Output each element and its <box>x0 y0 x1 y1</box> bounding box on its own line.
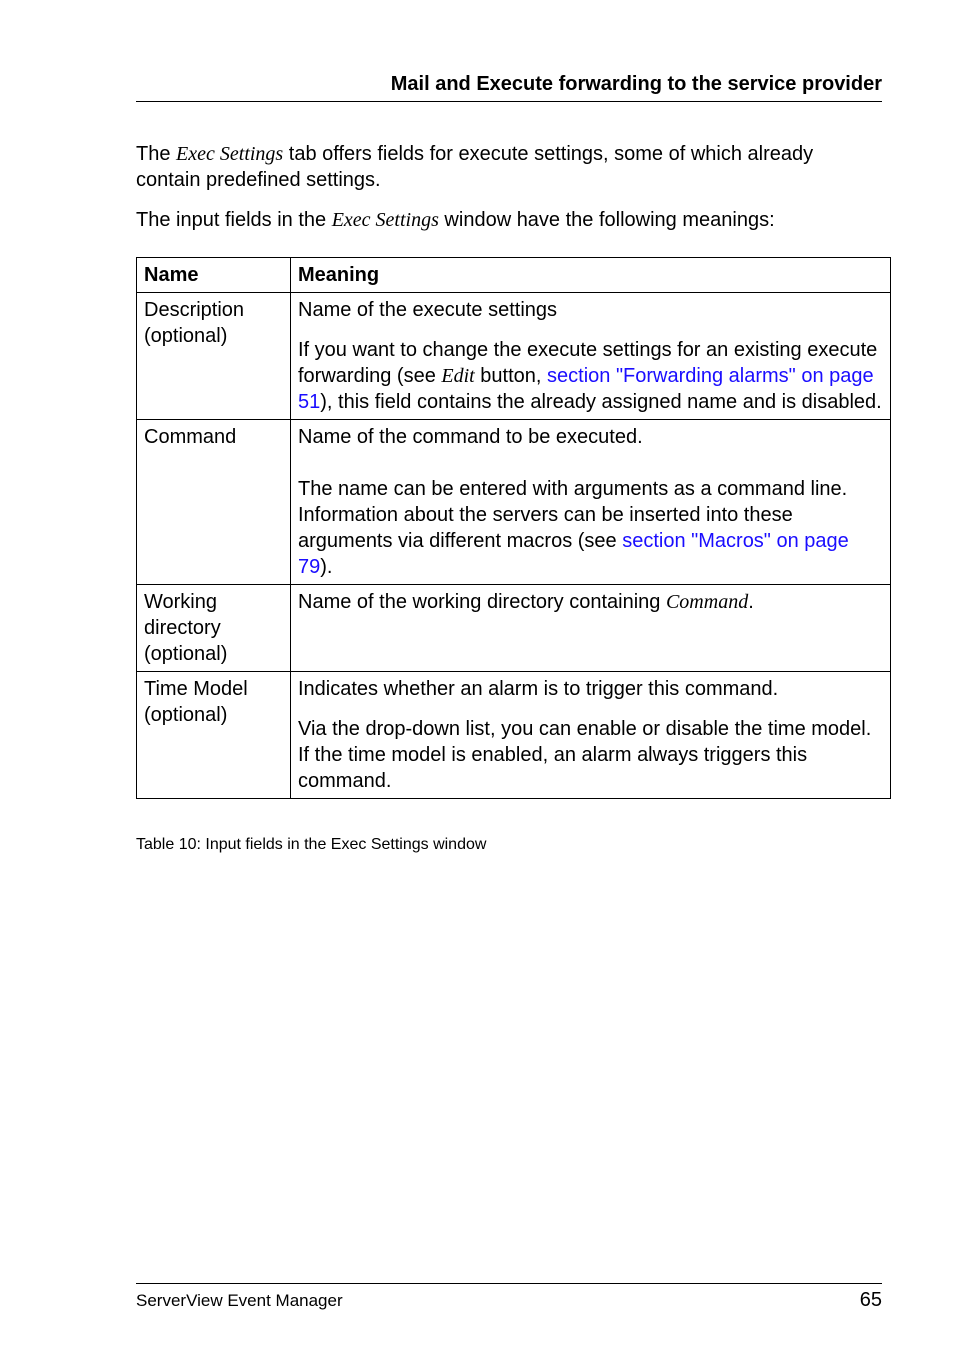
header-meaning: Meaning <box>291 258 891 293</box>
row-description-text-1: If you want to change the execute settings for an existing execute forwarding (see <box>298 339 878 387</box>
row-command-meaning <box>291 420 891 585</box>
row-command-meaning-p2 <box>298 476 883 580</box>
row-description-text-3: ), this field contains the already assigned name and is disabled. <box>320 391 882 413</box>
page-number: 65 <box>859 1289 882 1311</box>
header-rule <box>136 101 882 102</box>
table-row-time-model <box>137 672 891 799</box>
intro-p2-text-before: The input fields in the <box>136 209 332 231</box>
row-command-name: Command <box>137 420 291 585</box>
row-time-model-name: Time Model (optional) <box>137 672 291 799</box>
row-working-directory-meaning-p1 <box>298 589 883 615</box>
table-header-row <box>137 258 891 293</box>
row-working-directory-name: Working directory (optional) <box>137 585 291 672</box>
row-description-meaning-p1: Name of the execute settings <box>298 299 558 321</box>
row-description-emphasis: Edit <box>441 365 475 387</box>
row-working-directory-meaning <box>291 585 891 672</box>
intro-paragraph-1 <box>136 141 882 193</box>
row-description-meaning <box>291 293 891 420</box>
intro-paragraph-2 <box>136 207 882 233</box>
table-row-command <box>137 420 891 585</box>
row-time-model-meaning <box>291 672 891 799</box>
header-name: Name <box>137 258 291 293</box>
row-description-text-2: button, <box>474 365 548 387</box>
row-time-model-meaning-p2: Via the drop-down list, you can enable or disable the time model. If the time model is enabled, an alarm always triggers this command. <box>298 718 872 792</box>
row-working-directory-emphasis: Command <box>665 591 749 613</box>
row-command-text-1: The name can be entered with arguments as a command line. Information about the servers can be inserted into these arguments via different macros (see <box>298 478 848 552</box>
row-working-directory-text-1: Name of the working directory containing <box>298 591 666 613</box>
intro-p2-emphasis: Exec Settings <box>331 209 439 231</box>
input-fields-table <box>136 257 891 799</box>
row-description-name: Description (optional) <box>137 293 291 420</box>
row-working-directory-text-2: . <box>748 591 754 613</box>
intro-p1-text-after: tab offers fields for execute settings, some of which already contain predefined settings. <box>136 143 814 191</box>
row-command-meaning-p1: Name of the command to be executed. <box>298 426 643 448</box>
row-command-text-2: ). <box>320 556 333 578</box>
footer-rule <box>136 1283 882 1284</box>
link-forwarding-alarms[interactable]: section "Forwarding alarms" on page 51 <box>298 365 874 413</box>
table-row-working-directory <box>137 585 891 672</box>
table-row-description <box>137 293 891 420</box>
intro-p1-text-before: The <box>136 143 177 165</box>
row-time-model-meaning-p1: Indicates whether an alarm is to trigger this command. <box>298 678 779 700</box>
table-caption: Table 10: Input fields in the Exec Settings window <box>136 836 487 853</box>
running-header: Mail and Execute forwarding to the service provider <box>390 73 882 95</box>
intro-p1-emphasis: Exec Settings <box>176 143 284 165</box>
intro-p2-text-after: window have the following meanings: <box>438 209 775 231</box>
link-macros[interactable]: section "Macros" on page 79 <box>298 530 849 578</box>
row-description-meaning-p2 <box>298 337 883 415</box>
footer-product-name: ServerView Event Manager <box>136 1291 343 1310</box>
